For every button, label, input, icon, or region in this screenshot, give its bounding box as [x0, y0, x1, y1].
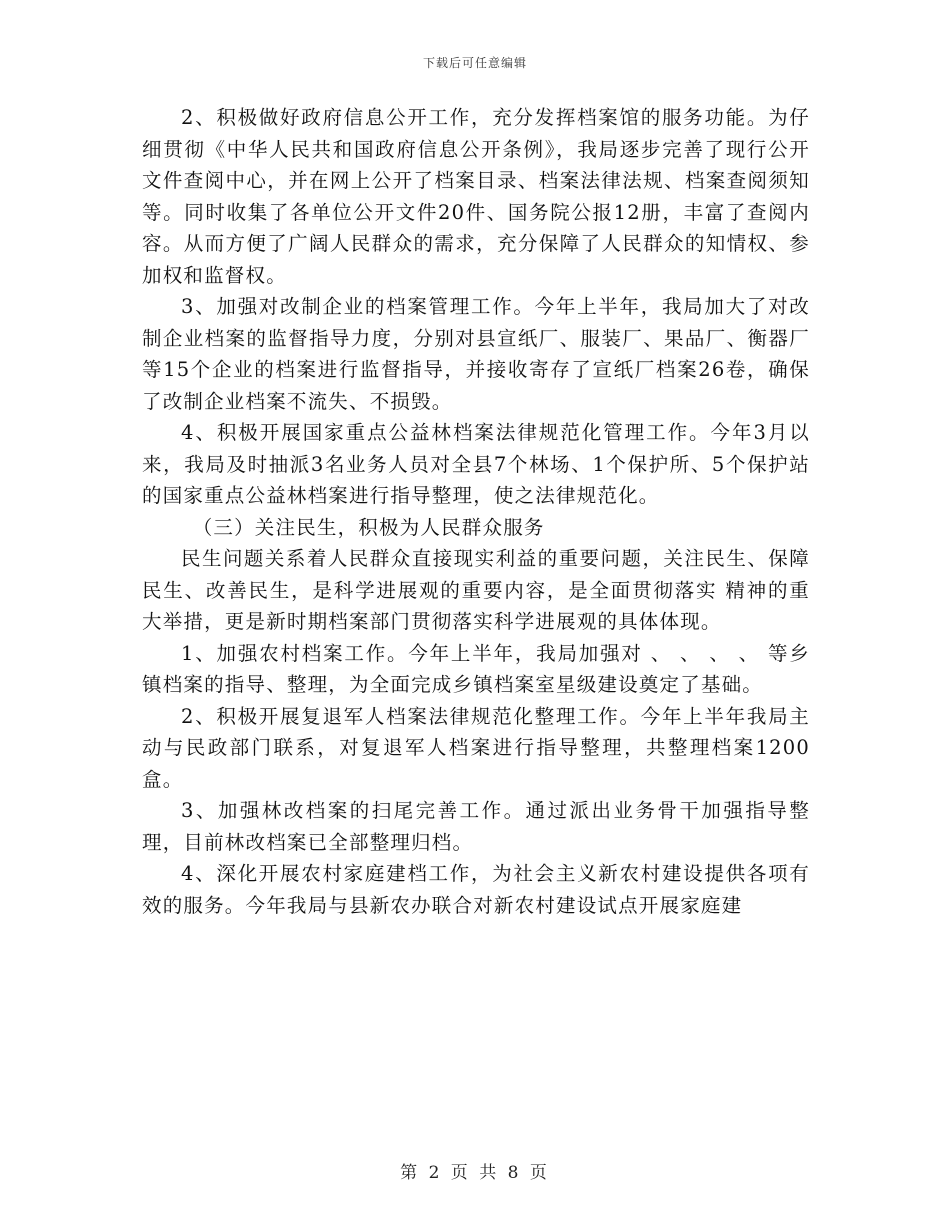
paragraph-forest-reform: 3、加强林改档案的扫尾完善工作。通过派出业务骨干加强指导整理，目前林改档案已全部整理归档。 — [142, 799, 810, 854]
paragraph-info-disclosure: 2、积极做好政府信息公开工作，充分发挥档案馆的服务功能。为仔细贯彻《中华人民共和国政府信息公开条例》，我局逐步完善了现行公开文件查阅中心，并在网上公开了档案目录、档案法律法规、档案查阅须知等。同时收集了各单位公开文件20件、国务院公报12册，丰富了查阅内容。从而方便了广阔人民群众的需求，充分保障了人民群众的知情权、参加权和监督权。 — [142, 106, 810, 287]
document-body — [142, 102, 810, 921]
page-header: 下载后可任意编辑 — [422, 56, 527, 70]
paragraph-family-archives: 4、深化开展农村家庭建档工作，为社会主义新农村建设提供各项有效的服务。今年我局与县新农办联合对新农村建设试点开展家庭建 — [142, 862, 810, 917]
paragraph-rural-archives: 1、加强农村档案工作。今年上半年，我局加强对 、 、 、 、 等乡镇档案的指导、整理，为全面完成乡镇档案室星级建设奠定了基础。 — [142, 641, 810, 696]
paragraph-public-forest: 4、积极开展国家重点公益林档案法律规范化管理工作。今年3月以来，我局及时抽派3名业务人员对全县7个林场、1个保护所、5个保护站的国家重点公益林档案进行指导整理，使之法律规范化。 — [142, 421, 810, 507]
paragraph-livelihood-intro: 民生问题关系着人民群众直接现实利益的重要问题，关注民生、保障民生、改善民生，是科学进展观的重要内容，是全面贯彻落实 精神的重大举措，更是新时期档案部门贯彻落实科学进展观的具体体现。 — [142, 547, 810, 633]
page-footer: 第 2 页 共 8 页 — [400, 1163, 550, 1183]
section-heading-livelihood: （三）关注民生，积极为人民群众服务 — [192, 515, 545, 539]
paragraph-restructured-enterprises: 3、加强对改制企业的档案管理工作。今年上半年，我局加大了对改制企业档案的监督指导力度，分别对县宣纸厂、服装厂、果品厂、衡器厂等15个企业的档案进行监督指导，并接收寄存了宣纸厂档案26卷，确保了改制企业档案不流失、不损毁。 — [142, 295, 810, 413]
paragraph-veteran-archives: 2、积极开展复退军人档案法律规范化整理工作。今年上半年我局主动与民政部门联系，对复退军人档案进行指导整理，共整理档案1200盒。 — [142, 704, 810, 791]
